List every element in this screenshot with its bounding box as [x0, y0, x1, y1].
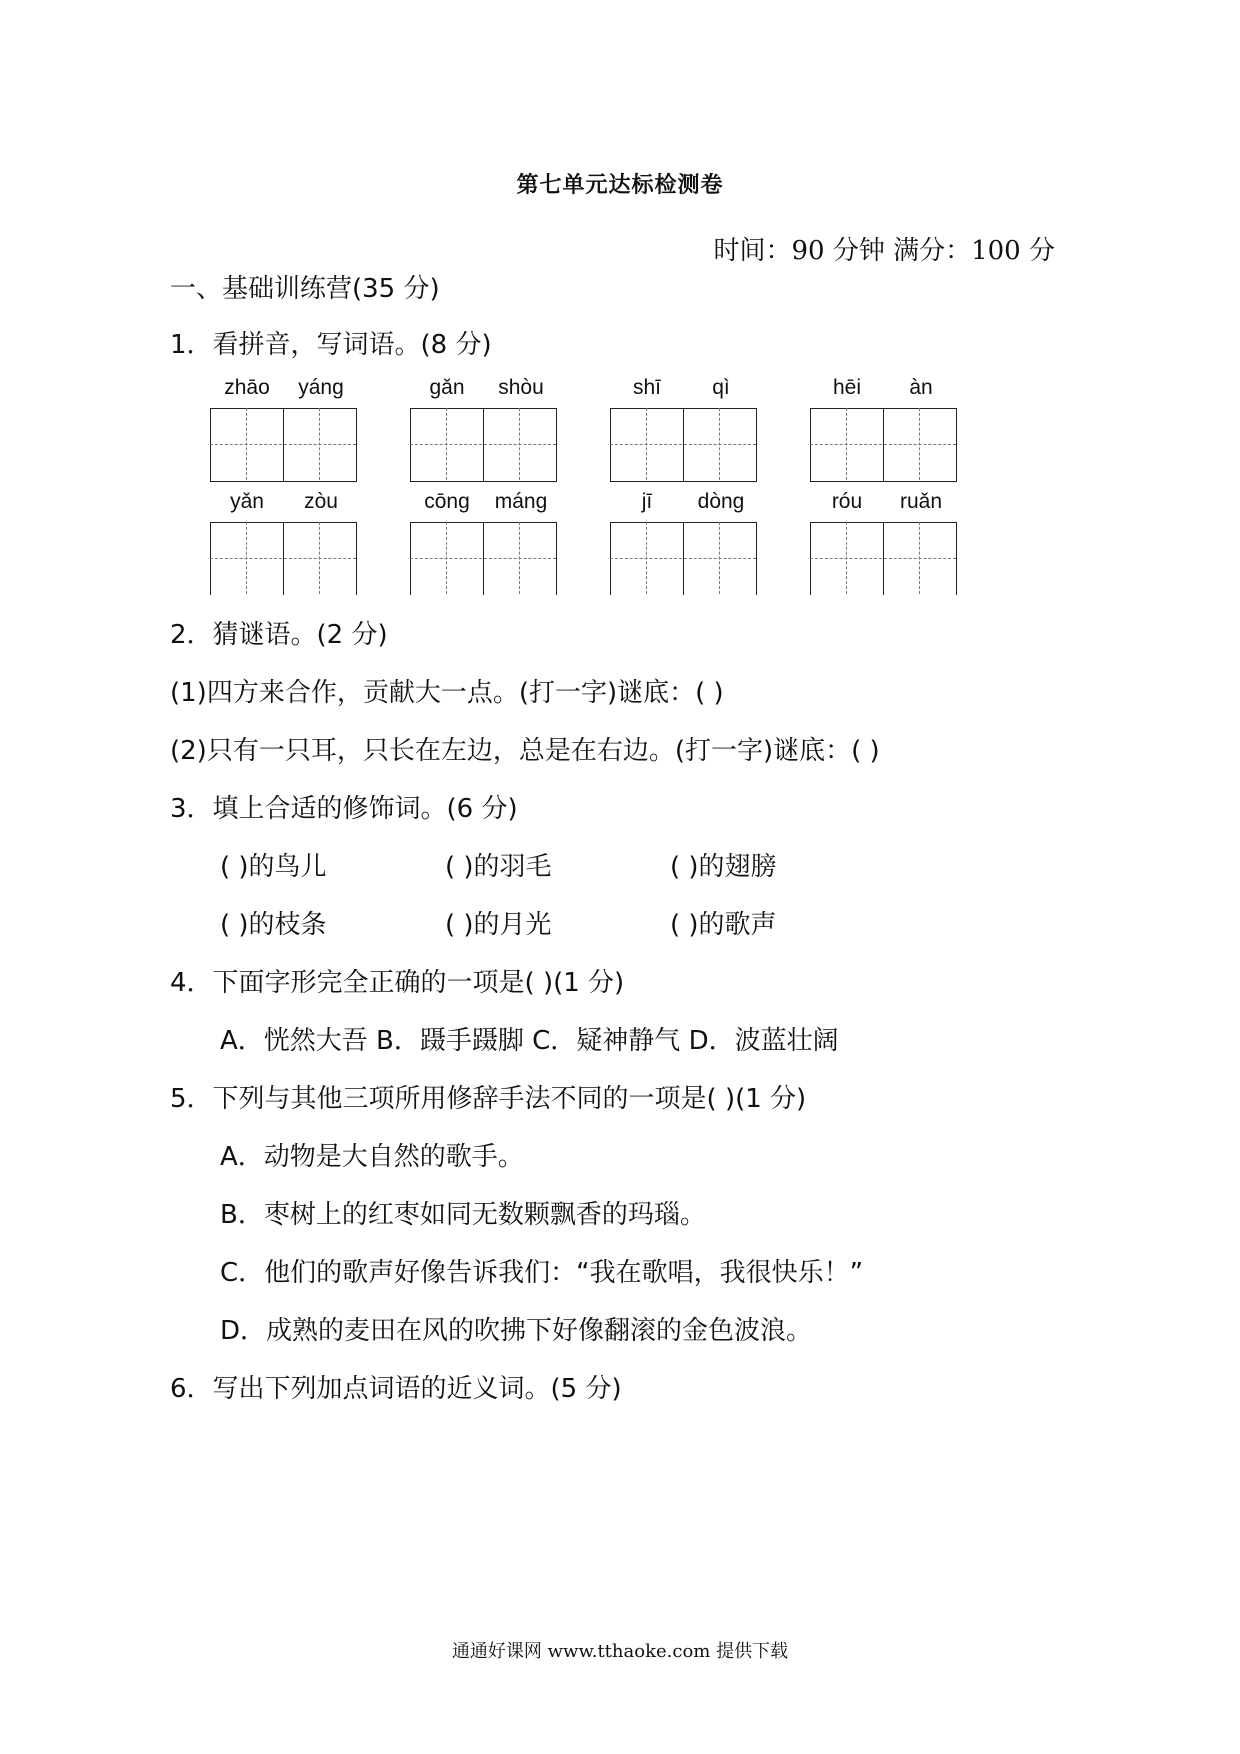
pinyin-label: róu	[831, 490, 863, 513]
pinyin-label: dòng	[697, 490, 745, 513]
q4-prompt: 4．下面字形完全正确的一项是( )(1 分)	[170, 968, 625, 998]
q5-prompt: 5．下列与其他三项所用修辞手法不同的一项是( )(1 分)	[170, 1084, 807, 1114]
tianzige-grid[interactable]	[210, 522, 356, 594]
page-title: 第七单元达标检测卷	[516, 173, 724, 198]
q5-option-a: A．动物是大自然的歌手。	[220, 1142, 524, 1172]
pinyin-label: àn	[909, 376, 933, 399]
pinyin-label: cōng	[424, 490, 470, 513]
q2-riddle-2: (2)只有一只耳，只长在左边，总是在右边。(打一字)谜底：( )	[170, 736, 880, 766]
q5-option-d: D．成熟的麦田在风的吹拂下好像翻滚的金色波浪。	[220, 1316, 813, 1346]
tianzige-grid[interactable]	[610, 522, 756, 594]
q6-prompt: 6．写出下列加点词语的近义词。(5 分)	[170, 1374, 622, 1404]
q3-blank[interactable]: ( )的鸟儿	[220, 852, 327, 882]
q2-prompt: 2．猜谜语。(2 分)	[170, 620, 388, 650]
tianzige-grid[interactable]	[210, 408, 356, 480]
q5-option-b: B．枣树上的红枣如同无数颗飘香的玛瑙。	[220, 1200, 706, 1230]
tianzige-grid[interactable]	[610, 408, 756, 480]
q3-blank[interactable]: ( )的翅膀	[670, 852, 777, 882]
pinyin-label: yáng	[298, 376, 344, 399]
q3-blank[interactable]: ( )的羽毛	[445, 852, 552, 882]
section-heading: 一、基础训练营(35 分)	[170, 274, 440, 304]
exam-meta: 时间：90 分钟 满分：100 分	[713, 236, 1055, 266]
q5-option-c: C．他们的歌声好像告诉我们：“我在歌唱，我很快乐！”	[220, 1258, 864, 1288]
pinyin-label: gǎn	[429, 376, 465, 399]
q1-prompt: 1．看拼音，写词语。(8 分)	[170, 330, 492, 360]
pinyin-label: yǎn	[230, 490, 264, 513]
q3-blank[interactable]: ( )的月光	[445, 910, 552, 940]
tianzige-grid[interactable]	[410, 408, 556, 480]
q3-blank[interactable]: ( )的歌声	[670, 910, 777, 940]
q4-options: A．恍然大吾 B．蹑手蹑脚 C．疑神静气 D．波蓝壮阔	[220, 1026, 839, 1056]
pinyin-label: qì	[712, 376, 730, 399]
pinyin-label: shī	[632, 376, 661, 399]
tianzige-grid[interactable]	[810, 408, 956, 480]
q3-blank[interactable]: ( )的枝条	[220, 910, 327, 940]
pinyin-label: máng	[494, 490, 548, 513]
pinyin-label: hēi	[832, 376, 862, 399]
q2-riddle-1: (1)四方来合作，贡献大一点。(打一字)谜底：( )	[170, 678, 724, 708]
footer-credit: 通通好课网 www.tthaoke.com 提供下载	[451, 1641, 789, 1662]
pinyin-label: shòu	[498, 376, 544, 399]
pinyin-label: zhāo	[224, 376, 270, 399]
pinyin-label: zòu	[304, 490, 338, 513]
tianzige-grid[interactable]	[410, 522, 556, 594]
tianzige-grid[interactable]	[810, 522, 956, 594]
pinyin-label: ruǎn	[899, 490, 943, 513]
q3-prompt: 3．填上合适的修饰词。(6 分)	[170, 794, 518, 824]
pinyin-label: jī	[641, 490, 653, 513]
